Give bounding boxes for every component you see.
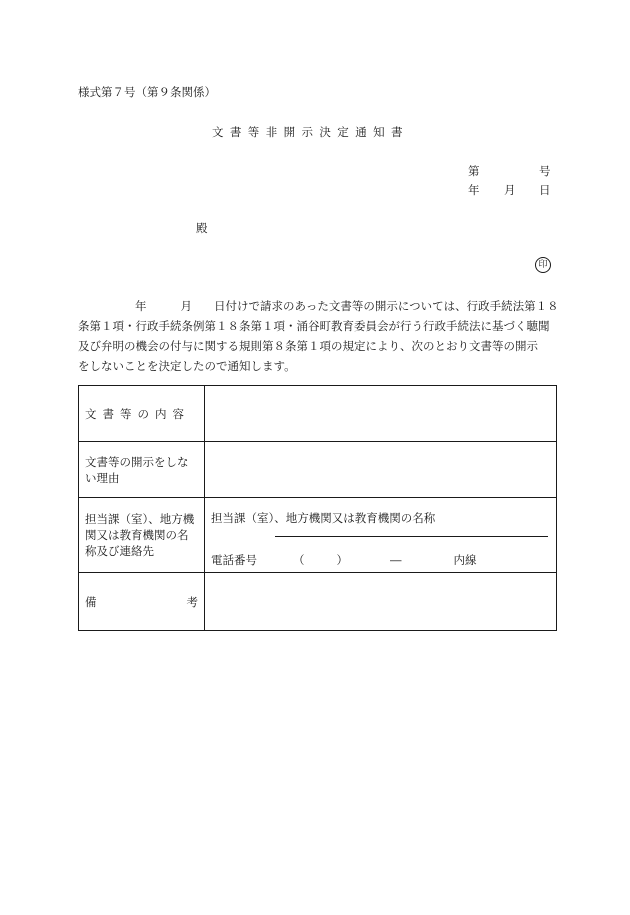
body-year: 年 [135,299,147,313]
label-contact: 担当課（室）、地方機関又は教育機関の名称及び連絡先 [79,498,205,573]
table-row-contact [79,498,557,573]
doc-number-label: 第 [468,164,480,178]
phone-label: 電話番号 [211,553,257,567]
addressee-suffix: 殿 [196,221,208,235]
notice-line-3: 及び弁明の機会の付与に関する規則第８条第１項の規定により、次のとおり文書等の開示 [78,339,538,353]
decision-table [78,385,557,631]
body-month: 月 [180,299,192,313]
notice-line-4: をしないことを決定したので通知します。 [78,359,296,373]
date-month-label: 月 [504,183,516,197]
doc-number-suffix: 号 [539,164,551,178]
label-remarks: 備 考 [79,573,205,631]
date-year-label: 年 [468,183,480,197]
notice-line-1 [78,296,559,316]
notice-body [78,296,559,376]
date-day-label: 日 [539,183,551,197]
contact-underline [275,536,548,537]
phone-close-paren: ） [336,553,348,567]
label-document-content: 文書等の内容 [79,386,205,442]
table-row-remarks [79,573,557,631]
phone-dash: ― [390,553,402,567]
seal-mark: 印 [535,257,551,273]
value-document-content [205,386,557,442]
extension-label: 内線 [453,553,477,567]
value-contact [205,498,557,573]
contact-dept-text: 担当課（室）、地方機関又は教育機関の名称 [211,511,436,525]
value-nondisclosure-reason [205,442,557,498]
contact-phone-row [211,552,477,568]
table-row-content [79,386,557,442]
document-title: 文書等非開示決定通知書 [212,125,409,139]
body-line1-rest: 日付けで請求のあった文書等の開示については、行政手続法第１８ [214,299,559,313]
notice-line-2: 条第１項・行政手続条例第１８条第１項・涌谷町教育委員会が行う行政手続法に基づく聴聞 [78,319,550,333]
label-nondisclosure-reason: 文書等の開示をしない理由 [79,442,205,498]
form-number: 様式第７号（第９条関係） [78,85,216,99]
phone-open-paren: （ [293,553,305,567]
table-row-reason [79,442,557,498]
value-remarks [205,573,557,631]
